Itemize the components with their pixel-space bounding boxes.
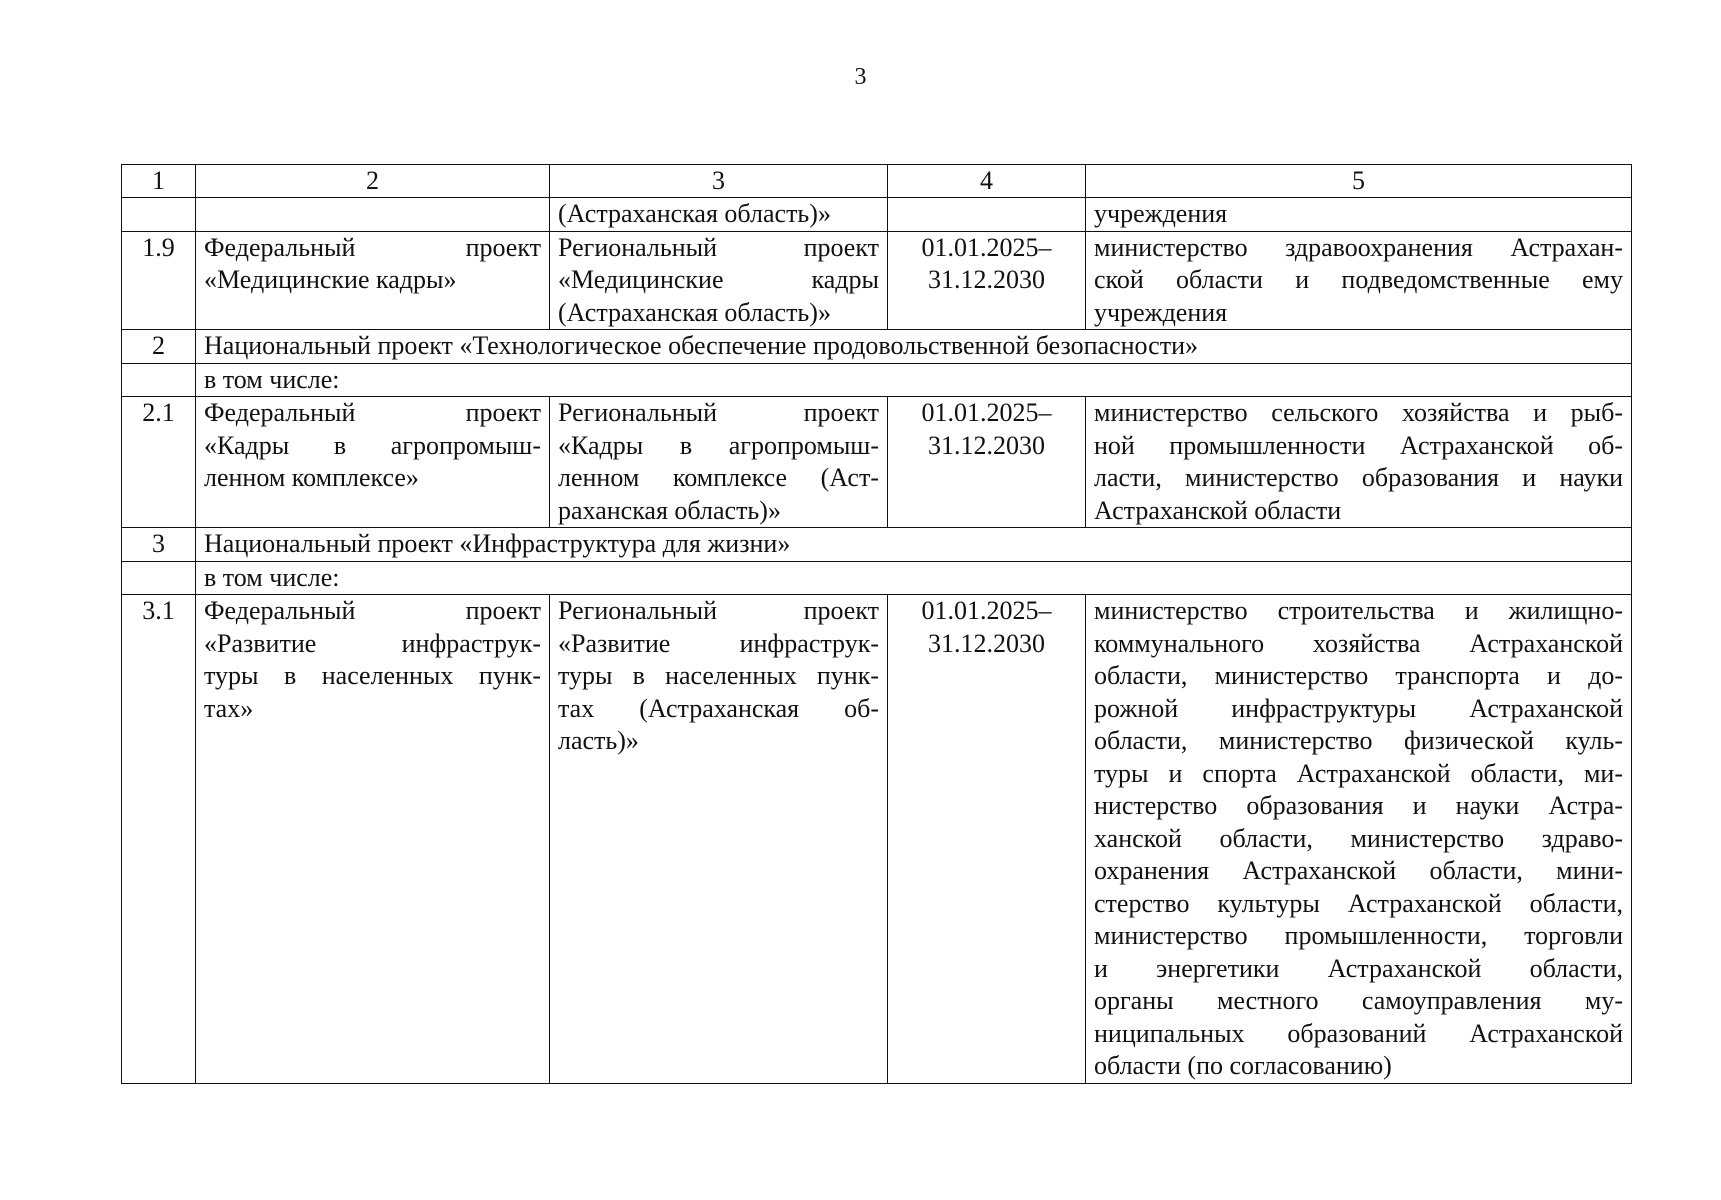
text-line: рожной инфраструктуры Астраханской xyxy=(1094,693,1623,723)
text-line: раханская область)» xyxy=(558,495,781,525)
row-number: 1.9 xyxy=(122,231,196,330)
regional-project-cell xyxy=(550,231,888,330)
section-number: 2 xyxy=(122,330,196,364)
federal-project-cell xyxy=(196,397,550,528)
date-end: 31.12.2030 xyxy=(928,265,1045,294)
col-header-5: 5 xyxy=(1086,165,1632,198)
col-header-2: 2 xyxy=(196,165,550,198)
text-line: Астраханской области xyxy=(1094,495,1342,525)
text-line: Федеральный проект xyxy=(204,596,541,625)
text-line: «Кадры в агропромыш- xyxy=(204,430,541,460)
text-line: (Астраханская область)» xyxy=(558,297,831,327)
text-line: «Развитие инфраструк- xyxy=(204,628,541,658)
period-cell xyxy=(888,595,1086,1084)
text-line: ласти, министерство образования и науки xyxy=(1094,463,1623,492)
text-line: охранения Астраханской области, мини- xyxy=(1094,856,1623,885)
date-end: 31.12.2030 xyxy=(928,430,1045,460)
text-line: тах (Астраханская об- xyxy=(558,693,879,723)
cont-regional-project: (Астраханская область)» xyxy=(550,198,888,232)
regional-project-cell xyxy=(550,595,888,1084)
text-line: «Медицинские кадры» xyxy=(204,265,457,294)
table-header-row xyxy=(122,165,1632,198)
row-number: 3.1 xyxy=(122,595,196,1084)
regional-project-cell xyxy=(550,397,888,528)
text-line: ленном комплексе» xyxy=(204,463,419,492)
responsible-cell xyxy=(1086,231,1632,330)
federal-project-cell xyxy=(196,231,550,330)
section-title: Национальный проект «Технологическое обеспечение продовольственной безопасности» xyxy=(196,330,1632,364)
responsible-cell xyxy=(1086,595,1632,1084)
table-row-3-1 xyxy=(122,595,1632,1084)
text-line: области, министерство транспорта и до- xyxy=(1094,661,1623,690)
table-row-1-9 xyxy=(122,231,1632,330)
text-line: области (по согласованию) xyxy=(1094,1051,1392,1080)
text-line: «Медицинские кадры xyxy=(558,265,879,294)
period-cell xyxy=(888,231,1086,330)
col-header-4: 4 xyxy=(888,165,1086,198)
text-line: ской области и подведомственные ему xyxy=(1094,265,1623,294)
text-line: министерство промышленности, торговли xyxy=(1094,921,1623,950)
date-end: 31.12.2030 xyxy=(928,628,1045,658)
text-line: «Развитие инфраструк- xyxy=(558,628,879,658)
text-line: министерство здравоохранения Астрахан- xyxy=(1094,232,1623,262)
text-line: ниципальных образований Астраханской xyxy=(1094,1018,1623,1048)
text-line: тах» xyxy=(204,693,254,723)
page-number: 3 xyxy=(854,64,867,90)
text-line: стерство культуры Астраханской области, xyxy=(1094,888,1623,918)
col-header-3: 3 xyxy=(550,165,888,198)
date-start: 01.01.2025– xyxy=(921,596,1052,625)
section-row-2 xyxy=(122,330,1632,364)
text-line: министерство строительства и жилищно- xyxy=(1094,596,1623,625)
text-line: ленном комплексе (Аст- xyxy=(558,463,879,492)
text-line: Региональный проект xyxy=(558,398,879,427)
text-line: Федеральный проект xyxy=(204,232,541,262)
text-line: органы местного самоуправления му- xyxy=(1094,986,1623,1015)
projects-table xyxy=(121,164,1632,1084)
section-number: 3 xyxy=(122,528,196,562)
text-line: области, министерство физической куль- xyxy=(1094,726,1623,755)
date-start: 01.01.2025– xyxy=(921,398,1052,427)
text-line: туры и спорта Астраханской области, ми- xyxy=(1094,758,1623,788)
including-label: в том числе: xyxy=(196,561,1632,595)
row-number: 2.1 xyxy=(122,397,196,528)
text-line: и энергетики Астраханской области, xyxy=(1094,953,1623,983)
text-line: ной промышленности Астраханской об- xyxy=(1094,430,1623,460)
col-header-1: 1 xyxy=(122,165,196,198)
text-line: учреждения xyxy=(1094,297,1228,327)
responsible-cell xyxy=(1086,397,1632,528)
text-line: «Кадры в агропромыш- xyxy=(558,430,879,460)
text-line: Региональный проект xyxy=(558,232,879,262)
text-line: министерство сельского хозяйства и рыб- xyxy=(1094,398,1623,427)
section-title: Национальный проект «Инфраструктура для жизни» xyxy=(196,528,1632,562)
table-row-2-1 xyxy=(122,397,1632,528)
text-line: коммунального хозяйства Астраханской xyxy=(1094,628,1623,658)
including-row-2 xyxy=(122,363,1632,397)
cont-responsible: учреждения xyxy=(1086,198,1632,232)
section-row-3 xyxy=(122,528,1632,562)
text-line: нистерство образования и науки Астра- xyxy=(1094,791,1623,820)
text-line: ласть)» xyxy=(558,726,639,755)
text-line: Федеральный проект xyxy=(204,398,541,427)
period-cell xyxy=(888,397,1086,528)
text-line: туры в населенных пунк- xyxy=(558,661,879,690)
text-line: ханской области, министерство здраво- xyxy=(1094,823,1623,853)
table-row-continuation xyxy=(122,198,1632,232)
including-row-3 xyxy=(122,561,1632,595)
including-label: в том числе: xyxy=(196,363,1632,397)
federal-project-cell xyxy=(196,595,550,1084)
text-line: Региональный проект xyxy=(558,596,879,625)
date-start: 01.01.2025– xyxy=(921,232,1052,262)
text-line: туры в населенных пунк- xyxy=(204,661,541,690)
